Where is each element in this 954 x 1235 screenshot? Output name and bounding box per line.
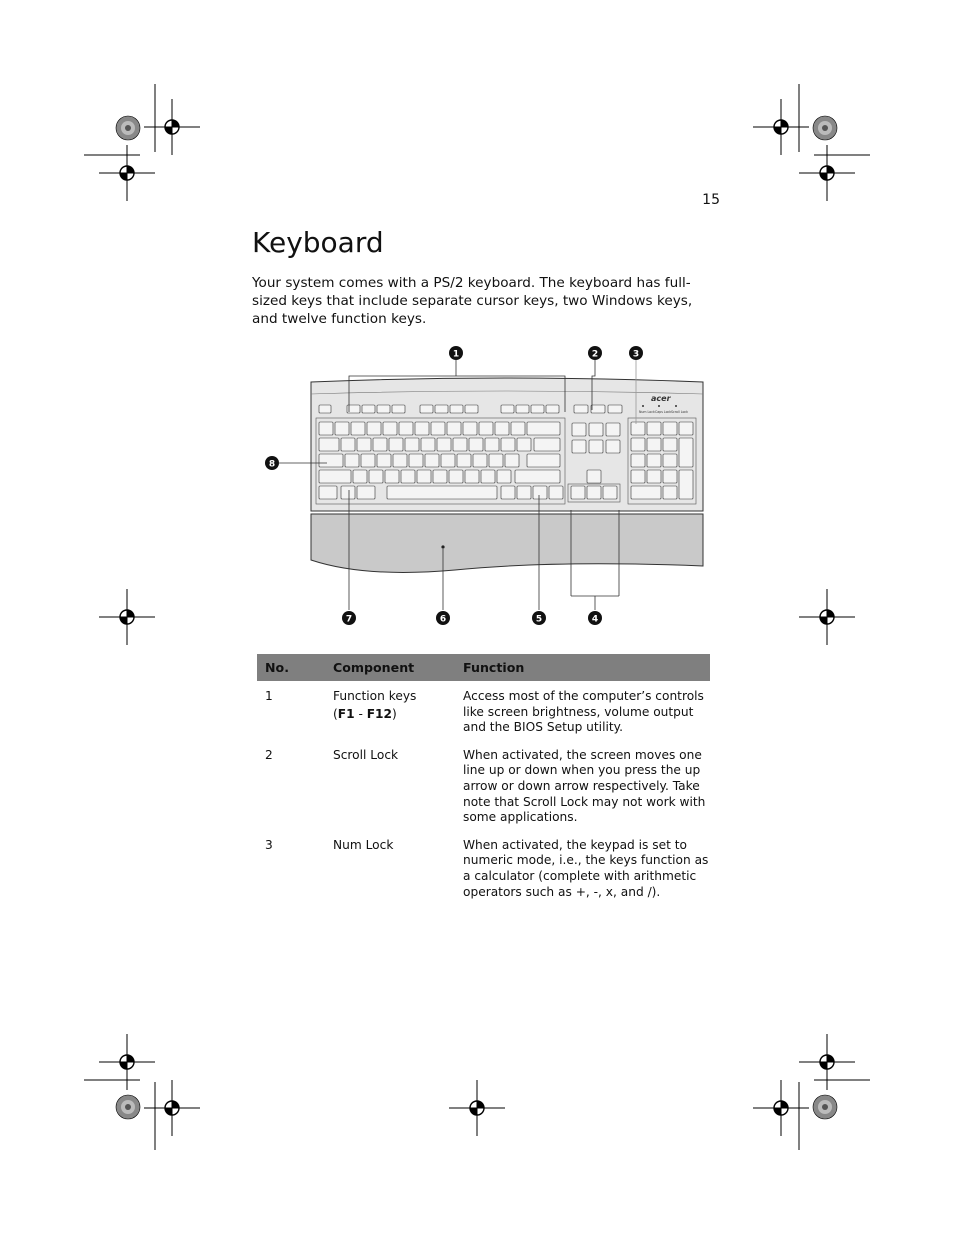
keyboard-key bbox=[449, 470, 463, 483]
callout-4 bbox=[588, 611, 602, 625]
row-component: Num Lock bbox=[333, 837, 394, 852]
keyboard-key bbox=[571, 486, 585, 499]
keyboard-key bbox=[392, 405, 405, 413]
keyboard-key bbox=[441, 454, 455, 467]
keyboard-key bbox=[319, 470, 351, 483]
keyboard-key bbox=[679, 422, 693, 435]
keyboard-key bbox=[377, 454, 391, 467]
keyboard-key bbox=[511, 422, 525, 435]
row-function: When activated, the screen moves one line up or down when you press the up arrow or down arrow respectively. Take note that Scroll Lock may not work with some applications. bbox=[463, 747, 706, 825]
keyboard-key bbox=[489, 454, 503, 467]
keyboard-key bbox=[399, 422, 413, 435]
keyboard-key bbox=[319, 405, 331, 413]
callout-5 bbox=[532, 611, 546, 625]
keyboard-key bbox=[357, 438, 371, 451]
keyboard-key bbox=[663, 454, 677, 467]
keyboard-key bbox=[497, 470, 511, 483]
header-function: Function bbox=[455, 654, 710, 681]
indicator-label-num-lock: Num Lock bbox=[639, 410, 655, 414]
keyboard-key bbox=[435, 405, 448, 413]
keyboard-key bbox=[533, 486, 547, 499]
keyboard-key bbox=[377, 405, 390, 413]
keyboard-key bbox=[501, 405, 514, 413]
keyboard-key bbox=[362, 405, 375, 413]
row-function: When activated, the keypad is set to numeric mode, i.e., the keys function as a calculator (complete with arithmetic operators such as +, -, x, and /). bbox=[463, 837, 709, 899]
page-number: 15 bbox=[702, 192, 720, 208]
keyboard-key bbox=[647, 438, 661, 451]
keyboard-key bbox=[389, 438, 403, 451]
keyboard-key bbox=[534, 438, 560, 451]
keyboard-key bbox=[401, 470, 415, 483]
keyboard-key bbox=[415, 422, 429, 435]
keyboard-key bbox=[679, 438, 693, 467]
keyboard-key bbox=[663, 470, 677, 483]
svg-text:5: 5 bbox=[535, 614, 543, 625]
header-component: Component bbox=[325, 654, 455, 681]
keyboard-figure bbox=[255, 338, 715, 636]
table-row bbox=[257, 838, 710, 912]
keyboard-key bbox=[587, 486, 601, 499]
keyboard-key bbox=[341, 438, 355, 451]
keyboard-key bbox=[421, 438, 435, 451]
svg-text:3: 3 bbox=[632, 349, 640, 360]
keyboard-key bbox=[647, 470, 661, 483]
keyboard-key bbox=[425, 454, 439, 467]
keyboard-key bbox=[479, 422, 493, 435]
keyboard-key bbox=[447, 422, 461, 435]
keyboard-key bbox=[663, 486, 677, 499]
keyboard-key bbox=[319, 486, 337, 499]
keyboard-key bbox=[345, 454, 359, 467]
callout-7 bbox=[342, 611, 356, 625]
keyboard-key bbox=[420, 405, 433, 413]
keyboard-key bbox=[465, 405, 478, 413]
keyboard-key bbox=[457, 454, 471, 467]
keyboard-key bbox=[433, 470, 447, 483]
keyboard-key bbox=[357, 486, 375, 499]
keyboard-key bbox=[387, 486, 497, 499]
keyboard-key bbox=[405, 438, 419, 451]
row-component bbox=[325, 681, 455, 748]
keyboard-key bbox=[367, 422, 381, 435]
keyboard-key bbox=[531, 405, 544, 413]
keyboard-key bbox=[546, 405, 559, 413]
svg-text:7: 7 bbox=[345, 614, 353, 625]
keyboard-key bbox=[353, 470, 367, 483]
component-name: Function keys bbox=[333, 689, 417, 703]
keyboard-key bbox=[515, 470, 560, 483]
svg-text:4: 4 bbox=[591, 614, 599, 625]
keyboard-key bbox=[319, 454, 343, 467]
keyboard-key bbox=[335, 422, 349, 435]
component-keys: (F1 - F12) bbox=[333, 706, 397, 721]
keyboard-key bbox=[450, 405, 463, 413]
row-component: Scroll Lock bbox=[333, 747, 399, 762]
callout-8 bbox=[265, 456, 279, 470]
keyboard-key bbox=[631, 470, 645, 483]
keyboard-key bbox=[589, 423, 603, 436]
acer-logo: acer bbox=[651, 394, 671, 403]
keyboard-key bbox=[631, 486, 661, 499]
keyboard-key bbox=[319, 438, 339, 451]
keyboard-key bbox=[663, 422, 677, 435]
table-row bbox=[257, 748, 710, 838]
keyboard-key bbox=[469, 438, 483, 451]
keyboard-key bbox=[481, 470, 495, 483]
keyboard-key bbox=[679, 470, 693, 499]
svg-text:1: 1 bbox=[452, 349, 460, 360]
row-no: 2 bbox=[265, 747, 273, 762]
keyboard-key bbox=[485, 438, 499, 451]
keyboard-key bbox=[501, 486, 515, 499]
svg-text:6: 6 bbox=[439, 614, 447, 625]
callout-2 bbox=[588, 346, 602, 360]
page-title: Keyboard bbox=[252, 226, 384, 259]
keyboard-key bbox=[631, 438, 645, 451]
keyboard-key bbox=[473, 454, 487, 467]
keyboard-key bbox=[603, 486, 617, 499]
keyboard-key bbox=[383, 422, 397, 435]
callout-1 bbox=[449, 346, 463, 360]
svg-text:2: 2 bbox=[591, 349, 599, 360]
keyboard-key bbox=[505, 454, 519, 467]
keyboard-key bbox=[589, 440, 603, 453]
header-no: No. bbox=[257, 654, 325, 681]
keyboard-key bbox=[572, 440, 586, 453]
indicator-label-caps-lock: Caps Lock bbox=[655, 410, 672, 414]
keyboard-key bbox=[453, 438, 467, 451]
keyboard-key bbox=[495, 422, 509, 435]
keyboard-key bbox=[631, 454, 645, 467]
keyboard-key bbox=[501, 438, 515, 451]
keyboard-key bbox=[549, 486, 563, 499]
keyboard-key bbox=[606, 423, 620, 436]
keyboard-key bbox=[463, 422, 477, 435]
key-f12: F12 bbox=[366, 706, 393, 721]
indicator-label-scroll-lock: Scroll Lock bbox=[671, 410, 689, 414]
keyboard-key bbox=[417, 470, 431, 483]
keyboard-key bbox=[465, 470, 479, 483]
keyboard-key bbox=[631, 422, 645, 435]
keyboard-key bbox=[517, 438, 531, 451]
keyboard-key bbox=[431, 422, 445, 435]
svg-text:8: 8 bbox=[268, 459, 276, 470]
keyboard-key bbox=[663, 438, 677, 451]
keyboard-key bbox=[574, 405, 588, 413]
keyboard-key bbox=[527, 454, 560, 467]
row-no: 3 bbox=[265, 837, 273, 852]
keyboard-key bbox=[393, 454, 407, 467]
keyboard-key bbox=[351, 422, 365, 435]
callout-3 bbox=[629, 346, 643, 360]
keyboard-key bbox=[517, 486, 531, 499]
keyboard-key bbox=[373, 438, 387, 451]
keyboard-key bbox=[361, 454, 375, 467]
component-table bbox=[257, 654, 710, 912]
row-no: 1 bbox=[265, 689, 273, 703]
keyboard-key bbox=[319, 422, 333, 435]
keyboard-key bbox=[516, 405, 529, 413]
keyboard-key bbox=[606, 440, 620, 453]
keyboard-key bbox=[385, 470, 399, 483]
intro-paragraph: Your system comes with a PS/2 keyboard. The keyboard has full-sized keys that include separate cursor keys, two Windows keys, and twelve function keys. bbox=[252, 275, 693, 327]
keyboard-key bbox=[527, 422, 560, 435]
keyboard-key bbox=[369, 470, 383, 483]
keyboard-key bbox=[587, 470, 601, 483]
table-header-row bbox=[257, 654, 710, 681]
keyboard-key bbox=[437, 438, 451, 451]
table-row bbox=[257, 681, 710, 748]
keyboard-key bbox=[341, 486, 355, 499]
row-function: Access most of the computer’s controls like screen brightness, volume output and the BIOS Setup utility. bbox=[463, 689, 704, 735]
keyboard-key bbox=[647, 454, 661, 467]
keyboard-key bbox=[608, 405, 622, 413]
keyboard-key bbox=[572, 423, 586, 436]
keyboard-key bbox=[647, 422, 661, 435]
callout-6 bbox=[436, 611, 450, 625]
keyboard-key bbox=[409, 454, 423, 467]
keyboard-key bbox=[591, 405, 605, 413]
key-f1: F1 bbox=[337, 706, 355, 721]
